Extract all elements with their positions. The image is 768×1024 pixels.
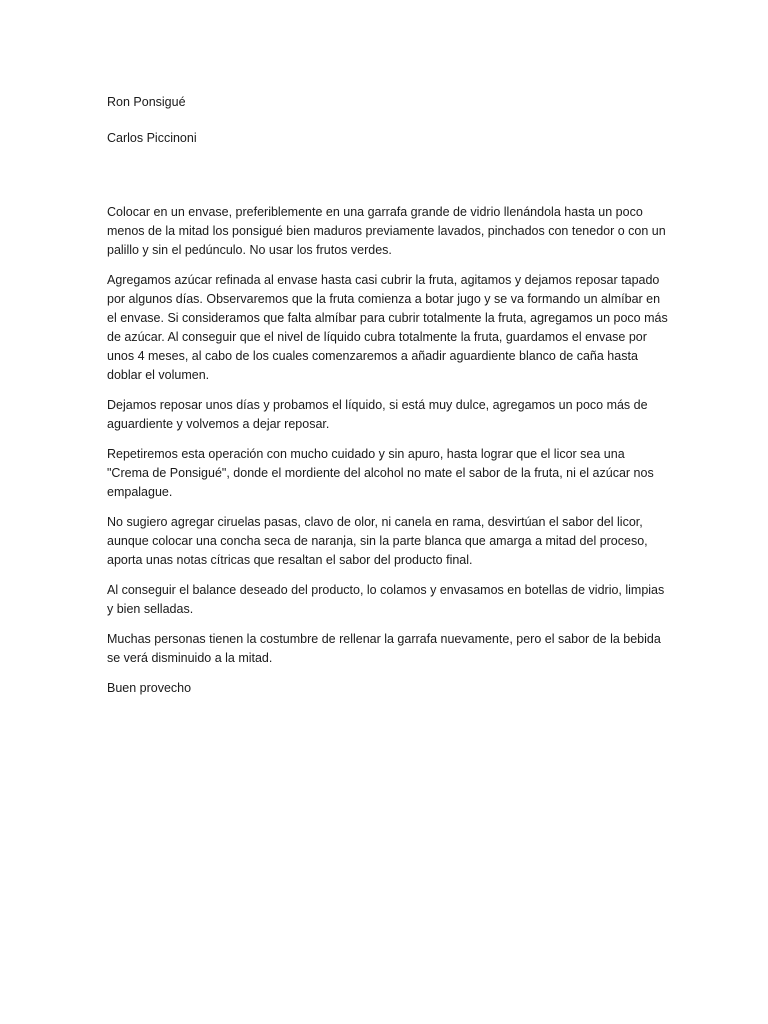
paragraph-4: Repetiremos esta operación con mucho cuidado y sin apuro, hasta lograr que el licor sea una "Crema de Ponsigué", donde el mordiente del alcohol no mate el sabor de la fruta, ni el azúcar nos empalague. [107,447,654,499]
closing-line: Buen provecho [107,681,192,695]
spacer [107,165,668,203]
paragraph-3: Dejamos reposar unos días y probamos el líquido, si está muy dulce, agregamos un poco más de aguardiente y volvemos a dejar reposar. [107,398,648,431]
paragraph-2: Agregamos azúcar refinada al envase hasta casi cubrir la fruta, agitamos y dejamos reposar tapado por algunos días. Observaremos que la fruta comienza a botar jugo y se va formando un almíbar en el envase. Si consideramos que falta almíbar para cubrir totalmente la fruta, agregamos un poco más de azúcar. Al conseguir que el nivel de líquido cubra totalmente la fruta, guardamos el envase por unos 4 meses, al cabo de los cuales comenzaremos a añadir aguardiente blanco de caña hasta doblar el volumen. [107,273,668,382]
paragraph-7: Muchas personas tienen la costumbre de rellenar la garrafa nuevamente, pero el sabor de la bebida se verá disminuido a la mitad. [107,632,661,665]
paragraph-6: Al conseguir el balance deseado del producto, lo colamos y envasamos en botellas de vidrio, limpias y bien selladas. [107,583,665,616]
document-title: Ron Ponsigué [107,95,186,109]
paragraph-5: No sugiero agregar ciruelas pasas, clavo de olor, ni canela en rama, desvirtúan el sabor del licor, aunque colocar una concha seca de naranja, sin la parte blanca que amarga a mitad del proceso, aporta unas notas cítricas que resaltan el sabor del producto final. [107,515,648,567]
paragraph-1: Colocar en un envase, preferiblemente en una garrafa grande de vidrio llenándola hasta un poco menos de la mitad los ponsigué bien maduros previamente lavados, pinchados con tenedor o con un palillo y sin el pedúnculo. No usar los frutos verdes. [107,205,666,257]
document-author: Carlos Piccinoni [107,131,197,145]
